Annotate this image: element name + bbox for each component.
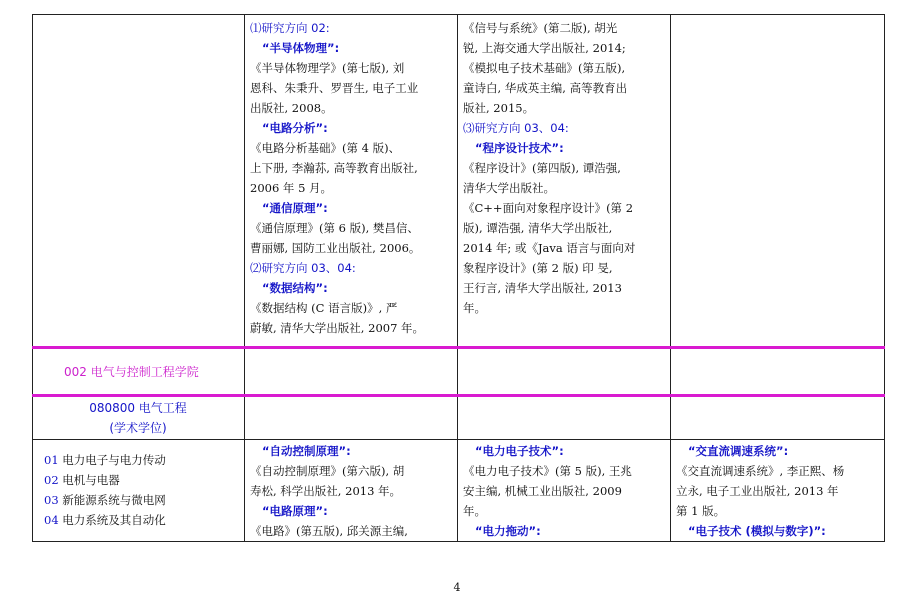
direction-name: 新能源系统与微电网: [58, 493, 166, 507]
reference-text-line: 上下册, 李瀚荪, 高等教育出版社,: [250, 161, 418, 175]
research-directions-list: [44, 450, 240, 530]
reference-text-line: 2014 年; 或《Java 语言与面向对: [463, 241, 636, 255]
subject-heading: “电子技术 (模拟与数字)”:: [688, 524, 826, 538]
direction-number: 01: [44, 453, 59, 467]
reference-text-line: 《电路分析基础》(第 4 版)、: [250, 141, 401, 155]
reference-text-line: 锐, 上海交通大学出版社, 2014;: [463, 41, 626, 55]
research-direction-item: [44, 510, 240, 530]
research-direction-heading: ⑴研究方向 02:: [250, 21, 330, 35]
direction-name: 电力电子与电力传动: [58, 453, 166, 467]
subject-heading: “自动控制原理”:: [262, 444, 351, 458]
reference-text-line: 《通信原理》(第 6 版), 樊昌信、: [250, 221, 419, 235]
reference-text-line: 恩科、朱秉升、罗晋生, 电子工业: [250, 81, 419, 95]
reference-text-line: 王行言, 清华大学出版社, 2013: [463, 281, 622, 295]
reference-text-line: 《程序设计》(第四版), 谭浩强,: [463, 161, 621, 175]
reference-text-line: 曹丽娜, 国防工业出版社, 2006。: [250, 241, 421, 255]
reference-text-line: 《电路》(第五版), 邱关源主编,: [250, 524, 408, 538]
subject-heading: “交直流调速系统”:: [688, 444, 789, 458]
reference-text-line: 童诗白, 华成英主编, 高等教育出: [463, 81, 628, 95]
subject-heading: “程序设计技术”:: [475, 141, 564, 155]
direction-number: 04: [44, 513, 59, 527]
subject-heading: “电路分析”:: [262, 121, 328, 135]
direction-number: 02: [44, 473, 59, 487]
research-direction-item: [44, 450, 240, 470]
direction-name: 电力系统及其自动化: [58, 513, 166, 527]
table-border-right: [884, 14, 885, 542]
research-direction-heading: ⑶研究方向 03、04:: [463, 121, 569, 135]
reference-text-line: 清华大学出版社。: [463, 181, 555, 195]
reference-text-line: 《交直流调速系统》, 李正熙、杨: [676, 464, 845, 478]
reference-text-line: 年。: [463, 301, 486, 315]
direction-name: 电机与电器: [58, 473, 120, 487]
row-divider: [32, 439, 885, 440]
reference-books-col4-bottom: [676, 441, 882, 541]
col-divider-3: [670, 14, 671, 542]
reference-text-line: 蔚敏, 清华大学出版社, 2007 年。: [250, 321, 425, 335]
major-title: [32, 398, 244, 438]
table-border-top: [32, 14, 885, 15]
reference-text-line: 年。: [463, 504, 486, 518]
college-name: 002 电气与控制工程学院: [64, 365, 199, 379]
reference-text-line: 《半导体物理学》(第七版), 刘: [250, 61, 405, 75]
subject-heading: “通信原理”:: [262, 201, 328, 215]
research-direction-item: [44, 470, 240, 490]
reference-text-line: 安主编, 机械工业出版社, 2009: [463, 484, 622, 498]
reference-books-col2-top: [250, 18, 455, 338]
page-number: 4: [453, 581, 461, 594]
subject-heading: “电路原理”:: [262, 504, 328, 518]
major-code-name: 080800 电气工程: [89, 401, 187, 415]
reference-text-line: 《电力电子技术》(第 5 版), 王兆: [463, 464, 632, 478]
row-divider-pink-2: [32, 394, 885, 397]
reference-text-line: 版社, 2015。: [463, 101, 535, 115]
table-border-left: [32, 14, 33, 542]
reference-text-line: 立永, 电子工业出版社, 2013 年: [676, 484, 839, 498]
reference-text-line: 第 1 版。: [676, 504, 726, 518]
subject-heading: “电力拖动”:: [475, 524, 541, 538]
degree-type: (学术学位): [109, 421, 167, 435]
reference-text-line: 出版社, 2008。: [250, 101, 333, 115]
research-direction-item: [44, 490, 240, 510]
subject-heading: “电力电子技术”:: [475, 444, 564, 458]
reference-books-col3-top: [463, 18, 668, 318]
reference-text-line: 《C++面向对象程序设计》(第 2: [463, 201, 634, 215]
row-divider-pink-1: [32, 346, 885, 349]
reference-text-line: 象程序设计》(第 2 版) 印 旻,: [463, 261, 613, 275]
reference-text-line: 版), 谭浩强, 清华大学出版社,: [463, 221, 613, 235]
reference-text-line: 《模拟电子技术基础》(第五版),: [463, 61, 626, 75]
reference-books-col3-bottom: [463, 441, 668, 541]
col-divider-1: [244, 14, 245, 542]
research-direction-heading: ⑵研究方向 03、04:: [250, 261, 356, 275]
subject-heading: “半导体物理”:: [262, 41, 340, 55]
reference-books-col2-bottom: [250, 441, 455, 541]
curriculum-table: [32, 14, 885, 542]
reference-text-line: 寿松, 科学出版社, 2013 年。: [250, 484, 402, 498]
reference-text-line: 《数据结构 (C 语言版)》, 严: [250, 301, 398, 315]
col-divider-2: [457, 14, 458, 542]
reference-text-line: 2006 年 5 月。: [250, 181, 333, 195]
direction-number: 03: [44, 493, 59, 507]
reference-text-line: 《自动控制原理》(第六版), 胡: [250, 464, 405, 478]
reference-text-line: 《信号与系统》(第二版), 胡光: [463, 21, 618, 35]
table-border-bottom: [32, 541, 885, 542]
subject-heading: “数据结构”:: [262, 281, 328, 295]
